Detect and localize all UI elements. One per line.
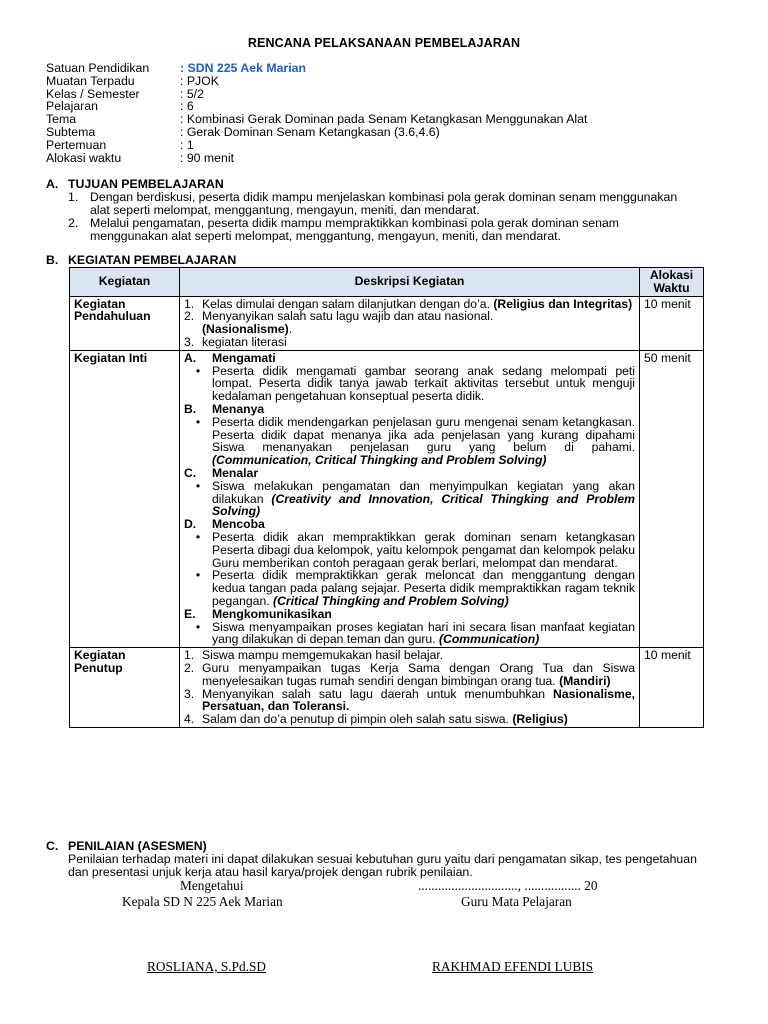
item-text: Kelas dimulai dengan salam dilanjutkan dengan do’a. — [202, 296, 490, 311]
info-label: Pelajaran — [46, 99, 98, 114]
item-text: Melalui pengamatan, peserta didik mampu mempraktikkan kombinasi pola gerak dominan senam menggunakan alat seperti melompat, menggantung, mengayun, meniti, dan mendarat. — [90, 215, 620, 243]
bullet-text: Siswa menyampaikan proses kegiatan hari ini secara lisan manfaat kegiatan yang dilakukan di depan teman dan guru. — [212, 619, 635, 647]
bullet-text: Peserta didik mempraktikkan gerak meloncat dan menggantung dengan kedua tangan pada palang sejajar. Peserta didik mempraktikkan ragam teknik pegangan. — [212, 568, 635, 608]
item-value: (Religius) — [512, 712, 568, 727]
row-label: Kegiatan Penutup — [70, 648, 180, 728]
header-deskripsi: Deskripsi Kegiatan — [180, 268, 640, 297]
info-label: Pertemuan — [46, 137, 107, 152]
list-item — [68, 191, 678, 217]
item-value: (Religius dan Integritas) — [493, 296, 633, 311]
item-text: Siswa mampu memgemukakan hasil belajar. — [202, 648, 444, 663]
item-text: Menyanyikan salah satu lagu daerah untuk menumbuhkan — [202, 686, 546, 701]
item-text: Dengan berdiskusi, peserta didik mampu menjelaskan kombinasi pola gerak dominan senam menggunakan alat seperti melompat, menggantung, mengayun, meniti, dan mendarat. — [90, 190, 678, 217]
row-description: 1. Kelas dimulai dengan salam dilanjutkan dengan do’a. (Religius dan Integritas) 2. Menyanyikan salah satu lagu wajib dan atau nasional. (Nasionalisme). 3. kegiatan literasi — [180, 296, 640, 350]
info-value: : 1 — [180, 137, 194, 152]
section-title: TUJUAN PEMBELAJARAN — [68, 177, 224, 191]
info-row — [46, 152, 587, 165]
principal-name: ROSLIANA, S.Pd.SD — [147, 959, 266, 974]
info-value: : PJOK — [180, 73, 219, 88]
info-label: Muatan Terpadu — [46, 73, 135, 88]
info-row — [46, 75, 587, 88]
subheading: Menalar — [212, 465, 259, 480]
item-text: kegiatan literasi — [202, 334, 287, 349]
section-a-heading — [46, 177, 224, 191]
info-label: Subtema — [46, 124, 96, 139]
info-value: : Kombinasi Gerak Dominan pada Senam Ketangkasan Menggunakan Alat — [180, 112, 588, 127]
assessment-text: Penilaian terhadap materi ini dapat dilakukan sesuai kebutuhan guru yaitu dari pengamatan sikap, tes pengetahuan dan presentasi unjuk kerja atau hasil karya/projek dengan rubrik penilaian. — [68, 852, 697, 879]
table-header-row — [70, 268, 704, 297]
activities-table — [69, 267, 704, 728]
section-b-heading — [46, 253, 236, 267]
section-letter: A. — [46, 177, 59, 191]
item-text: Menyanyikan salah satu lagu wajib dan atau nasional. — [202, 309, 494, 324]
section-letter: C. — [46, 839, 59, 853]
info-label: Tema — [46, 112, 77, 127]
subheading: Mengkomunikasikan — [212, 606, 332, 621]
objectives-list — [68, 191, 678, 243]
info-label: Satuan Pendidikan — [46, 61, 150, 75]
row-time: 10 menit — [640, 648, 704, 728]
teacher-name: RAKHMAD EFENDI LUBIS — [432, 959, 594, 974]
info-label: Kelas / Semester — [46, 86, 140, 101]
info-row — [46, 62, 587, 75]
info-block — [46, 62, 587, 164]
item-value: (Critical Thingking and Problem Solving) — [273, 593, 509, 608]
row-description: A. Mengamati • Peserta didik mengamati gambar seorang anak sedang melompati peti lompat. Peserta didik tanya jawab terkait aktivitas tersebut untuk menguji kedalaman pengetahuan konseptual peserta didik. B. Menanya • Peserta didik mendengarkan penjelasan guru mengenai senam ketangkasan. Peserta didik dapat menanya jika ada penjelasan yang kurang dipahami Siswa menanyakan penjelasan guru yang belum di pahami. (Communication, Critical Thingking and Problem Solving) C. Menalar • Siswa melakukan pengamatan dan menyimpulkan kegiatan yang akan dilakukan (Creativity and Innovation, Critical Thingking and Problem Solving) D. Mencoba • Peserta didik akan mempraktikkan gerak dominan senam ketangkasan Peserta dibagi dua kelompok, yaitu kelompok pengamat dan kelompok pelaku Guru memberikan contoh peragaan gerak berlari, melompat dan mendarat. • Peserta didik mempraktikkan gerak meloncat dan menggantung dengan kedua tangan pada palang sejajar. Peserta didik mempraktikkan ragam teknik pegangan. (Critical Thingking and Problem Solving) E. Mengkomunikasikan • Siswa menyampaikan proses kegiatan hari ini secara lisan manfaat kegiatan yang dilakukan di depan teman dan guru. (Communication) — [180, 350, 640, 647]
item-text: Salam dan do’a penutup di pimpin oleh salah satu siswa. — [202, 712, 509, 727]
info-row — [46, 126, 587, 139]
date-line: .............................., ................. 20 — [418, 878, 598, 893]
info-label: Alokasi waktu — [46, 150, 122, 165]
info-row — [46, 88, 587, 101]
bullet-text: Peserta didik mendengarkan penjelasan guru mengenai senam ketangkasan. Peserta didik dapat menanya jika ada penjelasan yang kurang dipahami Siswa menanyakan penjelasan guru yang belum di pahami. — [212, 414, 635, 455]
item-value: (Mandiri) — [559, 673, 611, 688]
subheading: Menanya — [212, 401, 265, 416]
table-row — [70, 350, 704, 647]
info-value: : Gerak Dominan Senam Ketangkasan (3.6,4.6) — [180, 124, 440, 139]
row-time: 10 menit — [640, 296, 704, 350]
item-value: (Communication, Critical Thingking and Problem Solving) — [212, 453, 547, 468]
mengetahui-label: Mengetahui — [180, 878, 244, 893]
info-value: : SDN 225 Aek Marian — [180, 61, 306, 75]
header-alokasi: Alokasi Waktu — [640, 268, 704, 297]
table-row — [70, 648, 704, 728]
principal-role: Kepala SD N 225 Aek Marian — [122, 894, 283, 909]
teacher-role: Guru Mata Pelajaran — [461, 894, 572, 909]
item-number: 1. — [68, 190, 79, 204]
page-title: RENCANA PELAKSANAAN PEMBELAJARAN — [247, 36, 521, 50]
info-value: : 5/2 — [180, 86, 204, 101]
section-title: PENILAIAN (ASESMEN) — [68, 839, 207, 853]
item-value: (Communication) — [439, 632, 540, 647]
row-time: 50 menit — [640, 350, 704, 647]
section-letter: B. — [46, 253, 59, 267]
row-description: 1. Siswa mampu memgemukakan hasil belajar. 2. Guru menyampaikan tugas Kerja Sama dengan Orang Tua dan Siswa menyelesaikan tugas rumah sendiri dengan bimbingan orang tua. (Mandiri) 3. Menyanyikan salah satu lagu daerah untuk menumbuhkan Nasionalisme, Persatuan, dan Toleransi. 4. Salam dan do’a penutup di pimpin oleh salah satu siswa. (Religius) — [180, 648, 640, 728]
section-title: KEGIATAN PEMBELAJARAN — [68, 253, 237, 267]
item-value: (Creativity and Innovation, Critical Thingking and Problem Solving) — [212, 491, 635, 519]
item-text: Guru menyampaikan tugas Kerja Sama dengan Orang Tua dan Siswa menyelesaikan tugas rumah sendiri dengan bimbingan orang tua. — [202, 660, 635, 688]
item-number: 2. — [68, 215, 79, 230]
row-label: Kegiatan Inti — [70, 350, 180, 647]
info-value: : 90 menit — [180, 150, 234, 165]
subheading: Mencoba — [212, 517, 265, 532]
header-kegiatan: Kegiatan — [70, 268, 180, 297]
subheading: Mengamati — [212, 350, 276, 365]
info-value: : 6 — [180, 99, 194, 114]
info-row — [46, 139, 587, 152]
row-label: Kegiatan Pendahuluan — [70, 296, 180, 350]
bullet-text: Peserta didik mengamati gambar seorang anak sedang melompati peti lompat. Peserta didik tanya jawab terkait aktivitas tersebut untuk menguji kedalaman pengetahuan konseptual peserta didik. — [212, 363, 635, 404]
list-item — [68, 217, 678, 243]
bullet-text: Peserta didik akan mempraktikkan gerak dominan senam ketangkasan Peserta dibagi dua kelompok, yaitu kelompok pengamat dan kelompok pelaku Guru memberikan contoh peragaan gerak berlari, melompat dan mendarat. — [212, 529, 635, 570]
item-value: (Nasionalisme) — [202, 322, 289, 337]
table-row — [70, 296, 704, 350]
bullet-text: Siswa melakukan pengamatan dan menyimpulkan kegiatan yang akan dilakukan — [212, 478, 635, 506]
section-c-heading — [46, 839, 207, 853]
item-value: Nasionalisme, Persatuan, dan Toleransi. — [202, 686, 635, 714]
